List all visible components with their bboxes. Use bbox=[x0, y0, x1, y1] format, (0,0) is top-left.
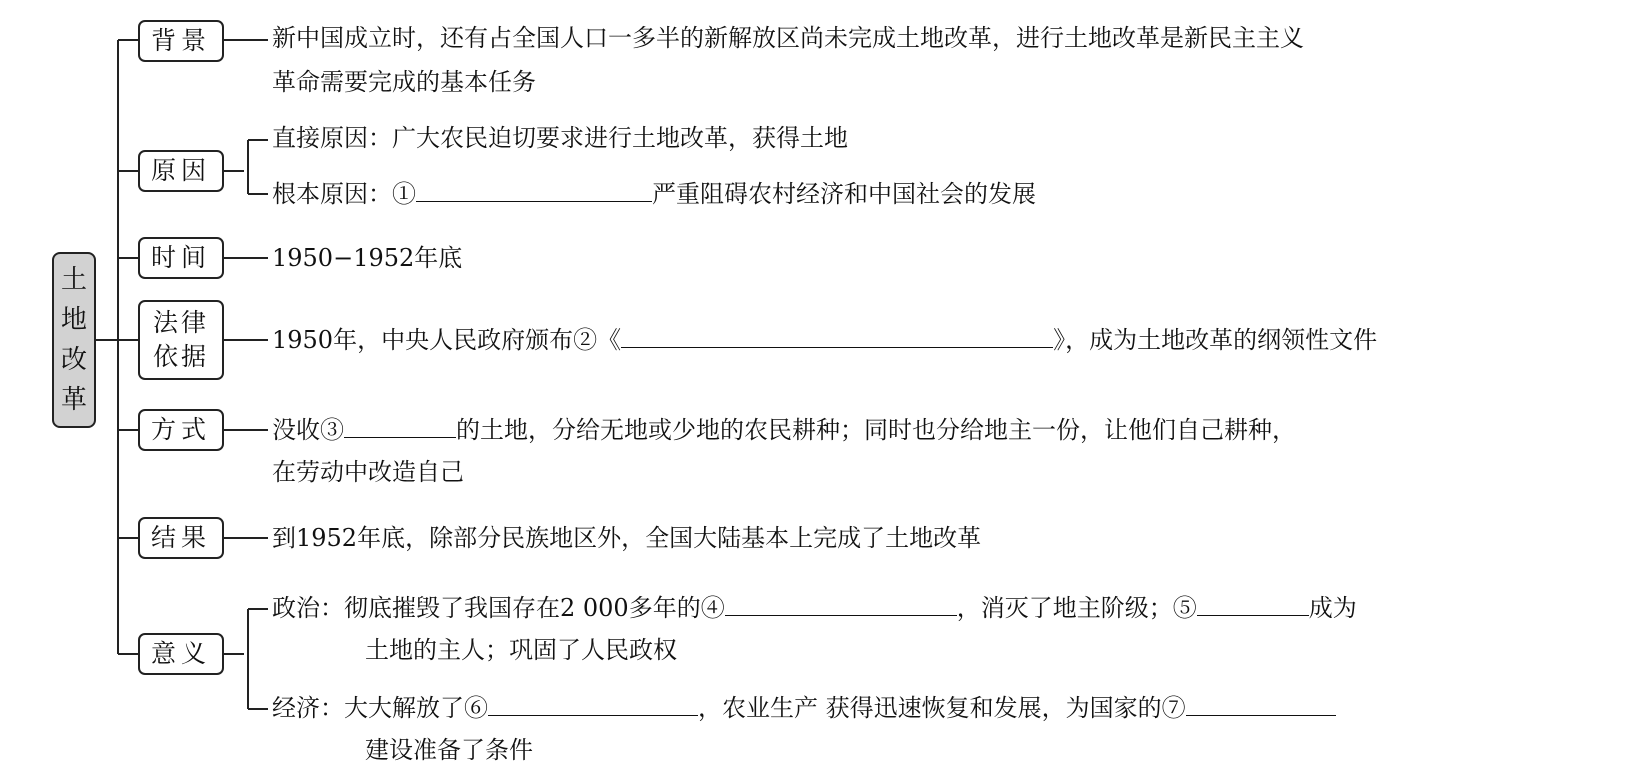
category-reason: 原因 bbox=[138, 150, 224, 192]
result-text: 到1952年底，除部分民族地区外，全国大陆基本上完成了土地改革 bbox=[272, 524, 982, 552]
blank-7[interactable] bbox=[1186, 693, 1336, 716]
time-text: 1950−1952年底 bbox=[272, 244, 463, 272]
root-char: 革 bbox=[60, 385, 87, 415]
root-char: 改 bbox=[60, 345, 87, 375]
category-law-line1: 法律 bbox=[152, 308, 209, 337]
category-method: 方式 bbox=[138, 409, 224, 451]
category-meaning: 意义 bbox=[138, 633, 224, 675]
method-text-line2: 在劳动中改造自己 bbox=[272, 458, 464, 486]
political-mid: ，消灭了地主阶级；⑤ bbox=[956, 594, 1197, 622]
background-text-line2: 革命需要完成的基本任务 bbox=[272, 68, 536, 96]
background-text-line1: 新中国成立时，还有占全国人口一多半的新解放区尚未完成土地改革，进行土地改革是新民主主义 bbox=[272, 24, 1304, 52]
category-background: 背景 bbox=[138, 20, 224, 62]
bracket-reason bbox=[224, 140, 268, 194]
method-suffix: 的土地，分给无地或少地的农民耕种；同时也分给地主一份，让他们自己耕种， bbox=[456, 416, 1296, 444]
blank-2[interactable] bbox=[621, 325, 1053, 348]
political-prefix: 政治：彻底摧毁了我国存在2 000多年的④ bbox=[272, 594, 725, 622]
method-text-line1 bbox=[272, 410, 1296, 450]
meaning-economic-line2: 建设准备了条件 bbox=[365, 736, 533, 764]
meaning-political-line2: 土地的主人；巩固了人民政权 bbox=[365, 636, 677, 664]
reason-root-suffix: 严重阻碍农村经济和中国社会的发展 bbox=[652, 180, 1036, 208]
blank-5[interactable] bbox=[1197, 593, 1309, 616]
economic-prefix: 经济：大大解放了⑥ bbox=[272, 694, 488, 722]
bracket-meaning bbox=[224, 609, 268, 709]
reason-root-prefix: 根本原因：① bbox=[272, 180, 416, 208]
blank-6[interactable] bbox=[488, 693, 698, 716]
meaning-political-line1 bbox=[272, 588, 1357, 628]
root-node bbox=[52, 252, 96, 428]
economic-mid: ，农业生产 获得迅速恢复和发展，为国家的⑦ bbox=[698, 694, 1186, 722]
meaning-economic-line1 bbox=[272, 688, 1336, 728]
blank-4[interactable] bbox=[725, 593, 957, 616]
political-suffix: 成为 bbox=[1308, 594, 1357, 622]
law-prefix: 1950年，中央人民政府颁布②《 bbox=[272, 326, 622, 354]
category-law bbox=[138, 300, 224, 380]
method-prefix: 没收③ bbox=[272, 416, 344, 444]
root-char: 地 bbox=[60, 305, 87, 335]
category-time: 时间 bbox=[138, 237, 224, 279]
law-suffix: 》，成为土地改革的纲领性文件 bbox=[1053, 326, 1378, 354]
reason-root bbox=[272, 174, 1036, 214]
category-result: 结果 bbox=[138, 517, 224, 559]
blank-1[interactable] bbox=[416, 179, 652, 202]
category-law-line2: 依据 bbox=[152, 342, 209, 371]
root-char: 土 bbox=[60, 265, 87, 295]
reason-direct: 直接原因：广大农民迫切要求进行土地改革，获得土地 bbox=[272, 124, 848, 152]
law-text bbox=[272, 320, 1377, 360]
blank-3[interactable] bbox=[344, 415, 456, 438]
